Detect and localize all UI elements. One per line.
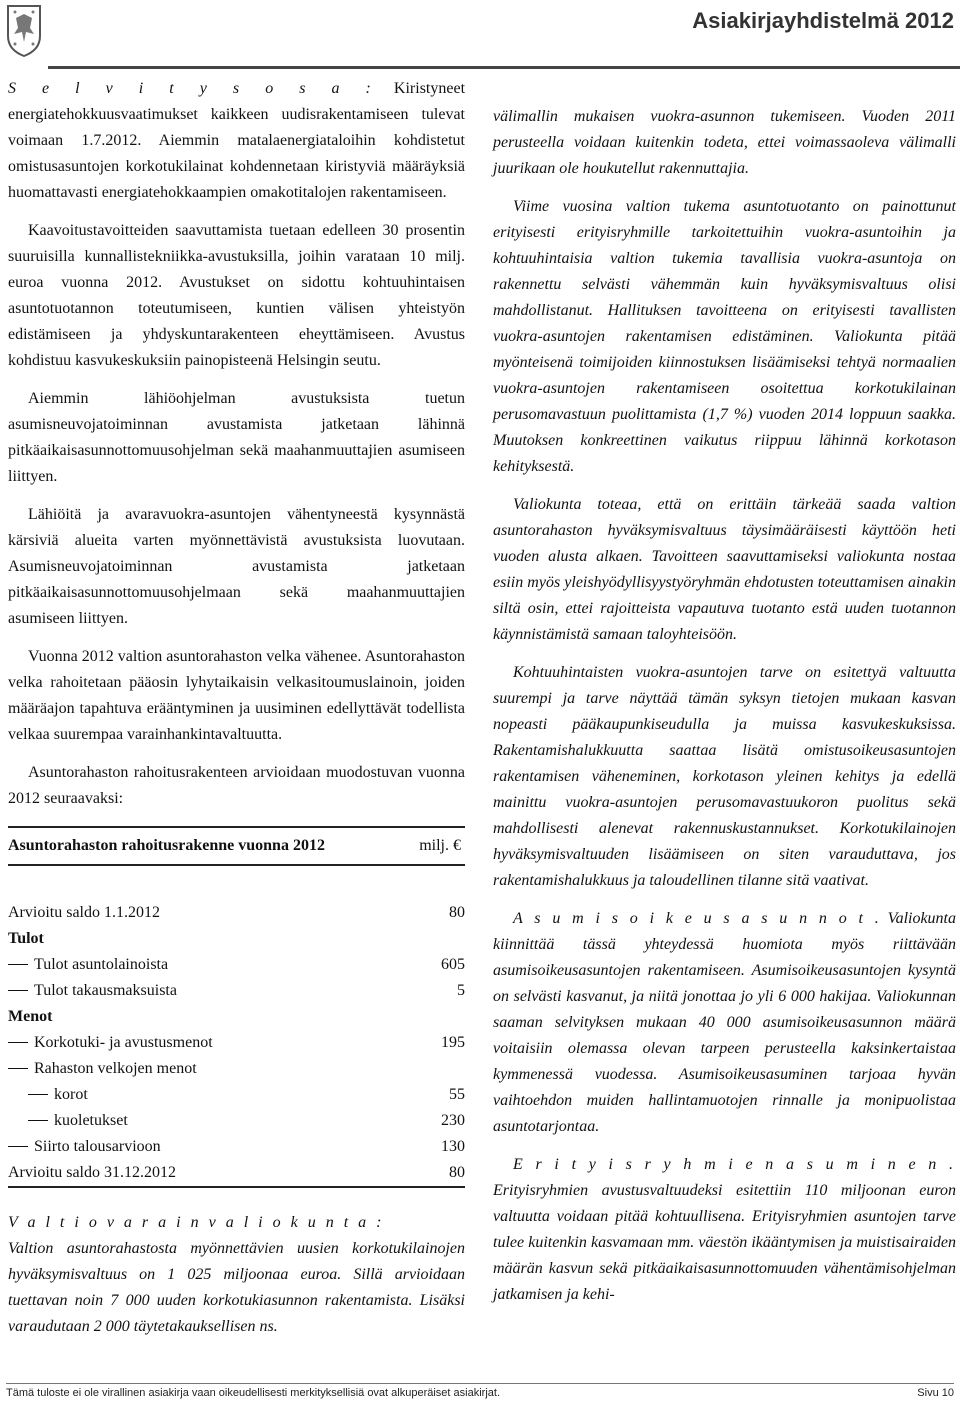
table-row bbox=[8, 1082, 465, 1108]
row-value: 130 bbox=[441, 1138, 465, 1155]
table-title: Asuntorahaston rahoitusrakenne vuonna 2012 bbox=[8, 837, 325, 854]
coat-of-arms-icon bbox=[4, 2, 44, 58]
document-title: Asiakirjayhdistelmä 2012 bbox=[692, 8, 954, 33]
row-label: Menot bbox=[8, 1008, 53, 1025]
page-number: Sivu 10 bbox=[917, 1387, 954, 1399]
page-header bbox=[0, 0, 960, 66]
paragraph: Valiokunta toteaa, että on erittäin tärkeää saada valtion asuntorahaston hyväksymisvaltuus täysimääräisesti käyttöön heti vuoden alusta alkaen. Tavoitteen saavuttamiseksi valiokunta nostaa esiin myös yleishyödyllisyystyöryhmän ehdotusten toteuttamisen ainakin siltä osin, ettei rajoitteista vapautuva tuotanto estä uuden tuotannon käynnistämistä samaan taloyhteisöön. bbox=[493, 496, 956, 643]
row-value: 80 bbox=[449, 1164, 465, 1181]
paragraph-text: Erityisryhmien avustusvaltuudeksi esitettiin 110 miljoonan euron valtuutta voidaan pitää kohtuullisena. Erityisryhmien asuntojen tarve tulee kuitenkin kasvamaan mm. väestön ikääntymisen ja muistisairaiden määrän kasvun sekä pitkäaikaisasunnottomuuden vähentämisohjelman jatkamisen ja kehi- bbox=[493, 1182, 956, 1303]
row-value: 195 bbox=[441, 1034, 465, 1051]
table-header bbox=[8, 826, 465, 866]
paragraph bbox=[493, 1152, 956, 1308]
paragraph: Viime vuosina valtion tukema asuntotuotanto on painottunut erityisesti erityisryhmille tarkoitettuihin vuokra-asuntoihin ja kohtuuhintaisia valtion tukemia tavallisia vuokra-asuntoja on rakennettu selvästi vähemmän kuin hyväksymisvaltuus olisi mahdollistanut. Hallituksen tavoitteena on erityisesti tavallisten vuokra-asuntojen rakentamisen edistäminen. Valiokunta pitää myönteisenä toimijoiden kiinnostuksen lisäämiseksi tehtyä normaalien vuokra-asuntojen rakentamiseen osoitettua korkotukilainan perusomavastuun puolittamista (1,7 %) vuoden 2014 loppuun saakka. Muutoksen konkreettinen vaikutus riippuu lähinnä korkotason kehityksestä. bbox=[493, 198, 956, 475]
row-label: Rahaston velkojen menot bbox=[34, 1060, 197, 1077]
section-lead: V a l t i o v a r a i n v a l i o k u n t a : bbox=[8, 1214, 385, 1231]
page-footer bbox=[6, 1383, 954, 1399]
row-value: 605 bbox=[441, 956, 465, 973]
paragraph-text: Valtion asuntorahastosta myönnettävien uusien korkotukilainojen hyväksymisvaltuus on 1 025 miljoonaa euroa. Sillä arvioidaan tuettavan noin 7 000 uuden korkotukiasunnon rakentamista. Lisäksi varaudutaan 2 000 täytetakauksellisen ns. bbox=[8, 1240, 465, 1335]
row-value: 55 bbox=[449, 1086, 465, 1103]
row-label: Korkotuki- ja avustusmenot bbox=[34, 1034, 213, 1051]
row-label: Siirto talousarvioon bbox=[34, 1138, 161, 1155]
footer-note: Tämä tuloste ei ole virallinen asiakirja vaan oikeudellisesti merkityksellisiä ovat alkuperäiset asiakirjat. bbox=[6, 1387, 500, 1399]
paragraph: Lähiöitä ja avaravuokra-asuntojen vähentyneestä kysynnästä kärsiviä alueita varten myönnettävistä avustuksista luovutaan. Asumisneuvojatoiminnan avustamista jatketaan pitkäaikaisasunnottomuusohjelmaan sekä maahanmuuttajien asumiseen liittyen. bbox=[8, 506, 465, 627]
row-label: Tulot asuntolainoista bbox=[34, 956, 169, 973]
header-divider bbox=[48, 66, 960, 69]
paragraph: Vuonna 2012 valtion asuntorahaston velka vähenee. Asuntorahaston velka rahoitetaan pääosin lyhytaikaisin velkasitoumuslainoin, joiden määräajon tapahtuva erääntyminen ja uusiminen edellyttävät todellista velkaa suurempaa varainhankintavaltuutta. bbox=[8, 648, 465, 743]
row-label: korot bbox=[54, 1086, 88, 1103]
left-column bbox=[8, 76, 465, 1352]
paragraph: välimallin mukaisen vuokra-asunnon tukemiseen. Vuoden 2011 perusteella voidaan kuitenkin todeta, ettei voimassaoleva välimalli juurikaan ole houkutellut rakennuttajia. bbox=[493, 108, 956, 177]
table-row bbox=[8, 1030, 465, 1056]
row-value: 80 bbox=[449, 904, 465, 921]
row-value: 5 bbox=[457, 982, 465, 999]
paragraph bbox=[8, 1210, 465, 1340]
table-row bbox=[8, 1160, 465, 1188]
section-lead: A s u m i s o i k e u s a s u n n o t . bbox=[513, 910, 882, 927]
table-row bbox=[8, 926, 465, 952]
table-row bbox=[8, 952, 465, 978]
row-label: Tulot bbox=[8, 930, 44, 947]
paragraph: Kohtuuhintaisten vuokra-asuntojen tarve on esitettyä valtuutta suurempi ja tarve näyttää tämän syksyn tietojen mukaan kasvan nopeasti pääkaupunkiseudulla ja muissa kasvukeskuksissa. Rakentamishalukkuutta saattaa lisätä omistusoikeusasuntojen rakentamisen väheneminen, korkotason yleinen kehitys ja edellä mainittu vuokra-asuntojen perusomavastuukoron puolitus sekä mahdollisesti alenevat rakennuskustannukset. Korkotukilainojen hyväksymisvaltuuden lisäämiseen on siten varauduttava, jos rakentamishalukkuus ja taloudellinen tilanne sitä vaativat. bbox=[493, 664, 956, 889]
row-label: Arvioitu saldo 1.1.2012 bbox=[8, 904, 160, 921]
table-row bbox=[8, 1004, 465, 1030]
paragraph bbox=[8, 76, 465, 206]
dash-marker bbox=[8, 1042, 28, 1043]
paragraph-text: Valiokunta kiinnittää tässä yhteydessä huomiota myös riittävään asumisoikeusasuntojen rakentamiseen. Asumisoikeusasuntojen kysyntä on selvästi kasvanut, ja niitä jonottaa jo yli 6 000 hakijaa. Valiokunnan saaman selvityksen mukaan 40 000 asumisoikeusasunnon määrä voitaisiin olemassa olevan tarpeen perusteella kaksinkertaistaa kymmenessä vuodessa. Asumisoikeusasuminen tarjoaa hyvän vaihtoehdon muiden hallintamuotojen rinnalle ja monipuolistaa asuntotarjontaa. bbox=[493, 910, 957, 1135]
row-label: Arvioitu saldo 31.12.2012 bbox=[8, 1164, 176, 1181]
row-label: kuoletukset bbox=[54, 1112, 128, 1129]
paragraph: Aiemmin lähiöohjelman avustuksista tuetun asumisneuvojatoiminnan avustamista jatketaan lähinnä pitkäaikaisasunnottomuusohjelman sekä maahanmuuttajien asumiseen liittyen. bbox=[8, 390, 465, 485]
dash-marker bbox=[8, 964, 28, 965]
dash-marker bbox=[28, 1094, 48, 1095]
table-row bbox=[8, 1134, 465, 1160]
section-lead: E r i t y i s r y h m i e n a s u m i n e n . bbox=[513, 1156, 956, 1173]
dash-marker bbox=[8, 1068, 28, 1069]
paragraph bbox=[493, 906, 956, 1140]
dash-marker bbox=[8, 1146, 28, 1147]
table-row bbox=[8, 1056, 465, 1082]
financing-table bbox=[8, 826, 465, 1188]
table-row bbox=[8, 900, 465, 926]
section-lead: S e l v i t y s o s a : bbox=[8, 80, 374, 97]
row-label: Tulot takausmaksuista bbox=[34, 982, 177, 999]
paragraph: Asuntorahaston rahoitusrakenteen arvioidaan muodostuvan vuonna 2012 seuraavaksi: bbox=[8, 764, 465, 807]
paragraph-text: Kiristyneet energiatehokkuusvaatimukset kaikkeen uudisrakentamiseen tulevat voimaan 1.7.2012. Aiemmin matalaenergiataloihin kohdistetut omistusasuntojen korkotukilainat kohdennetaan kiristyviä määräyksiä huomattavasti energiatehokkaampien omakotitalojen rakentamiseen. bbox=[8, 80, 466, 201]
dash-marker bbox=[8, 990, 28, 991]
paragraph: Kaavoitustavoitteiden saavuttamista tuetaan edelleen 30 prosentin suuruisilla kunnallistekniikka-avustuksilla, joihin varataan 10 milj. euroa vuonna 2012. Avustukset on sidottu kohtuuhintaisen asuntotuotannon toteutumiseen, kuntien välisen yhteistyön edistämiseen ja yhdyskuntarakenteen eheyttämiseen. Avustus kohdistuu kasvukeskuksiin painopisteenä Helsingin seutu. bbox=[8, 222, 465, 369]
table-row bbox=[8, 978, 465, 1004]
dash-marker bbox=[28, 1120, 48, 1121]
table-row bbox=[8, 1108, 465, 1134]
row-value: 230 bbox=[441, 1112, 465, 1129]
right-column bbox=[493, 104, 956, 1320]
table-unit: milj. € bbox=[419, 837, 461, 854]
